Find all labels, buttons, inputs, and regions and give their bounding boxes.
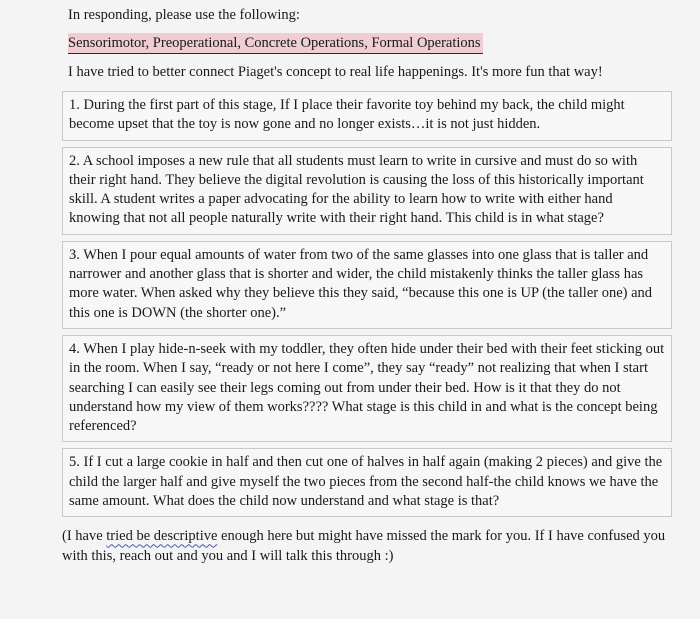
question-4-text: 4. When I play hide-n-seek with my toddler, they often hide under their bed with their feet sticking out in the room. When I say, “ready or not here I come”, they say “ready” not realizing that when I start searching I can easily see their legs coming out from under their bed. How is it that they do not understand how my view of them works???? What stage is this child in and what is the concept being referenced? xyxy=(69,340,665,435)
stages-list: Sensorimotor, Preoperational, Concrete Operations, Formal Operations xyxy=(68,33,483,54)
question-4 xyxy=(62,335,672,442)
intro-text: I have tried to better connect Piaget's concept to real life happenings. It's more fun that way! xyxy=(68,64,603,80)
question-2 xyxy=(62,147,672,235)
instruction-text: In responding, please use the following: xyxy=(68,7,300,23)
closing-spellcheck-underline: tried be descriptive xyxy=(106,528,218,545)
question-1 xyxy=(62,91,672,141)
question-3 xyxy=(62,241,672,329)
document-content xyxy=(62,6,672,566)
question-3-text: 3. When I pour equal amounts of water from two of the same glasses into one glass that is taller and narrower and another glass that is shorter and wider, the child mistakenly thinks the taller glass has more water. When asked why they believe this they said, “because this one is UP (the taller one) and this one is DOWN (the shorter one).” xyxy=(69,246,653,321)
closing-after: enough here but might have missed the mark for you. If I have confused you with this, reach out and you and I will talk this through :) xyxy=(62,528,666,564)
closing-note xyxy=(62,523,672,566)
question-5 xyxy=(62,448,672,517)
question-5-text: 5. If I cut a large cookie in half and then cut one of halves in half again (making 2 pieces) and give the child the larger half and give myself the two pieces from the second half-the child knows we have the same amount. What does the child now understand and what stage is that? xyxy=(69,454,663,510)
closing-before: (I have xyxy=(62,528,107,545)
question-2-text: 2. A school imposes a new rule that all students must learn to write in cursive and must do so with their right hand. They believe the digital revolution is causing the loss of this historically important skill. A student writes a paper advocating for the ability to learn how to write with either hand knowing that not all people naturally write with their right hand. This child is in what stage? xyxy=(69,152,644,227)
question-1-text: 1. During the first part of this stage, If I place their favorite toy behind my back, the child might become upset that the toy is now gone and no longer exists…it is not just hidden. xyxy=(69,97,625,133)
